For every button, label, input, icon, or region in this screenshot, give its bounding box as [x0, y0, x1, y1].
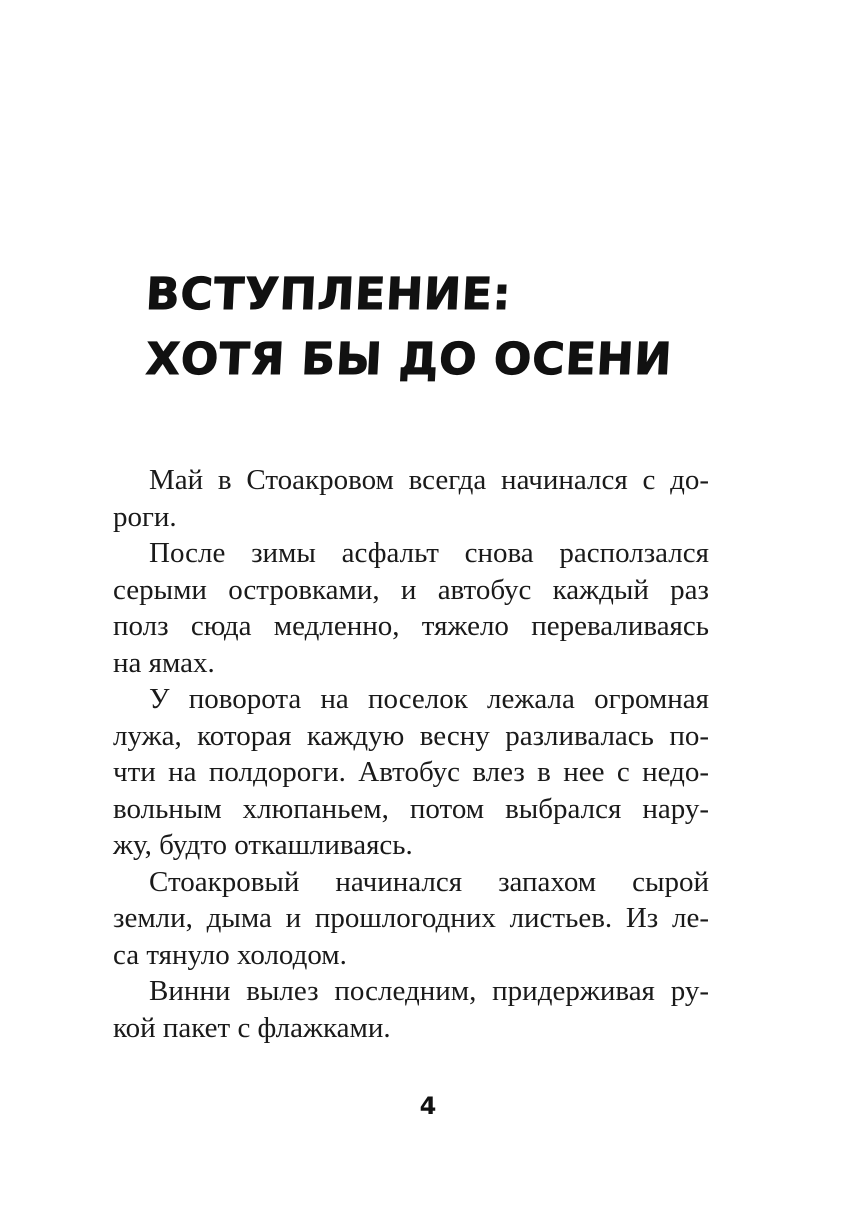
- text-line: Май в Стоакровом всегда начинался с до-: [149, 464, 709, 496]
- paragraph: [113, 973, 709, 1046]
- text-line: Винни вылез последним, придерживая ру-: [149, 975, 709, 1007]
- text-line: чти на полдороги. Автобус влез в нее с недо-: [113, 756, 709, 788]
- paragraph: [113, 462, 709, 535]
- text-line: вольным хлюпаньем, потом выбрался нару-: [113, 792, 709, 825]
- paragraph: [113, 535, 709, 681]
- text-line: Стоакровый начинался запахом сырой: [149, 865, 709, 898]
- text-line: полз сюда медленно, тяжело переваливаясь: [113, 610, 709, 642]
- text-line: роги.: [113, 500, 177, 533]
- text-line: земли, дыма и прошлогодних листьев. Из ле-: [113, 902, 709, 934]
- text-line: лужа, которая каждую весну разливалась по-: [113, 719, 709, 752]
- paragraph: [113, 864, 709, 974]
- text-line: са тянуло холодом.: [113, 938, 347, 971]
- text-line: жу, будто откашливаясь.: [113, 829, 413, 861]
- chapter-title: [146, 262, 746, 392]
- text-line: кой пакет с флажками.: [113, 1011, 391, 1044]
- paragraph: [113, 681, 709, 864]
- text-line: После зимы асфальт снова расползался: [149, 537, 709, 569]
- text-line: серыми островками, и автобус каждый раз: [113, 573, 709, 606]
- chapter-body: [113, 462, 709, 1046]
- chapter-title-line-1: ВСТУПЛЕНИЕ:: [144, 269, 513, 320]
- page-number: 4: [419, 1092, 437, 1120]
- chapter-title-line-2: ХОТЯ БЫ ДО ОСЕНИ: [144, 334, 674, 385]
- text-line: на ямах.: [113, 646, 215, 679]
- text-line: У поворота на поселок лежала огромная: [149, 683, 709, 715]
